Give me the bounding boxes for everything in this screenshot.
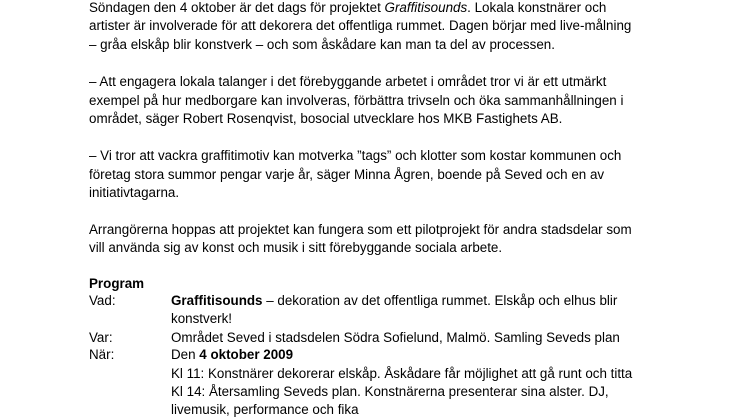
program-value-nar	[171, 347, 293, 363]
program-kl11: Kl 11: Konstnärer dekorerar elskåp. Åskådare får möjlighet att gå runt och titta	[171, 366, 633, 381]
project-name: Graffitisounds	[384, 0, 468, 15]
program-value-vad-2: konstverk!	[171, 311, 233, 326]
quote1-line-1: – Att engagera lokala talanger i det förebyggande arbetet i området tror vi är ett utmärkt	[89, 74, 607, 89]
program-event-name: Graffitisounds	[171, 293, 263, 308]
closing-line-1: Arrangörerna hoppas att projektet kan fungera som ett pilotprojekt för andra stadsdelar som	[89, 222, 632, 237]
closing-line-2: vill använda sig av konst och musik i sitt förebyggande sociala arbete.	[89, 240, 503, 255]
quote1-line-2: exempel på hur medborgare kan involveras, förbättra trivseln och öka sammanhållningen i	[89, 93, 624, 108]
program-kl14: Kl 14: Återsamling Seveds plan. Konstnärerna presenterar sina alster. DJ,	[171, 384, 609, 399]
quote2-line-3: initiativtagarna.	[89, 185, 180, 200]
intro-line-2: artister är involverade för att dekorera det offentliga rummet. Dagen börjar med live-målning	[89, 18, 632, 33]
quote2-line-2: företag stora summor pengar varje år, säger Minna Ågren, boende på Seved och en av	[89, 167, 605, 182]
program-heading: Program	[89, 276, 145, 291]
program-label-var: Var:	[89, 330, 113, 345]
program-value-vad	[171, 293, 617, 309]
program-label-nar: När:	[89, 347, 115, 362]
intro-text-b: . Lokala konstnärer och	[467, 0, 607, 15]
intro-line-1	[89, 0, 606, 16]
quote1-line-3: området, säger Robert Rosenqvist, bosocial utvecklare hos MKB Fastighets AB.	[89, 111, 563, 126]
quote2-line-1: – Vi tror att vackra graffitimotiv kan motverka ”tags” och klotter som kostar kommunen och	[89, 148, 622, 163]
intro-text-a: Söndagen den 4 oktober är det dags för projektet	[89, 0, 385, 15]
program-vad-text: – dekoration av det offentliga rummet. Elskåp och elhus blir	[262, 293, 618, 308]
program-kl14-2: livemusik, performance och fika	[171, 402, 359, 417]
program-value-var: Området Seved i stadsdelen Södra Sofielund, Malmö. Samling Seveds plan	[171, 330, 620, 345]
program-label-vad: Vad:	[89, 293, 116, 308]
intro-line-3: – gråa elskåp blir konstverk – och som åskådare kan man ta del av processen.	[89, 37, 555, 52]
program-date: 4 oktober 2009	[199, 347, 294, 362]
program-date-prefix: Den	[171, 347, 200, 362]
